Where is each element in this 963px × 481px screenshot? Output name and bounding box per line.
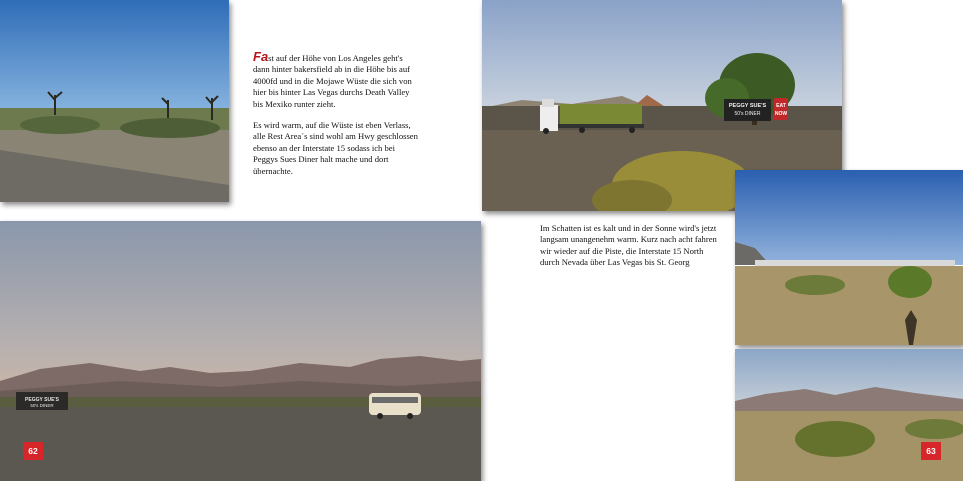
left-paragraph-1: [253, 51, 421, 110]
left-paragraph-1-text: st auf der Höhe von Los Angeles geht's dann hinter bakersfield ab in die Höhe bis auf 4000fd und in die Mojawe Wüste die sich von hier bis hinter Las Vegas durchs Death Valley bis Mexiko runter zieht.: [253, 53, 412, 109]
photo-mountains-bus: [0, 221, 481, 481]
photo-joshua-trees: [0, 0, 229, 202]
dropcap: Fa: [253, 49, 269, 64]
right-paragraph-1: Im Schatten ist es kalt und in der Sonne wird's jetzt langsam unangenehm warm. Kurz nach acht fahren wir wieder auf die Piste, die Interstate 15 North durch Nevada über Las Vegas bis St. Georg: [540, 223, 717, 268]
photo-desert-mountains: [735, 349, 963, 481]
right-text-column: [540, 223, 724, 279]
page-number-right: 63: [921, 442, 941, 460]
page-number-left: 62: [23, 442, 43, 460]
left-text-column: [253, 51, 421, 187]
svg-text:NOW: NOW: [774, 111, 788, 117]
left-paragraph-2: Es wird warm, auf die Wüste ist eben Verlass, alle Rest Area´s sind wohl am Hwy geschlossen ebenso an der Interstate 15 sodass ich bei Peggys Sues Diner halt mache und dort übernachte.: [253, 120, 418, 176]
photo-shadow-desert: [735, 170, 963, 345]
svg-text:EAT: EAT: [776, 103, 786, 109]
svg-text:PEGGY SUE'S: PEGGY SUE'S: [25, 397, 59, 403]
svg-text:50's DINER: 50's DINER: [734, 111, 761, 117]
svg-text:50's DINER: 50's DINER: [30, 403, 54, 408]
svg-text:PEGGY SUE'S: PEGGY SUE'S: [728, 103, 767, 109]
